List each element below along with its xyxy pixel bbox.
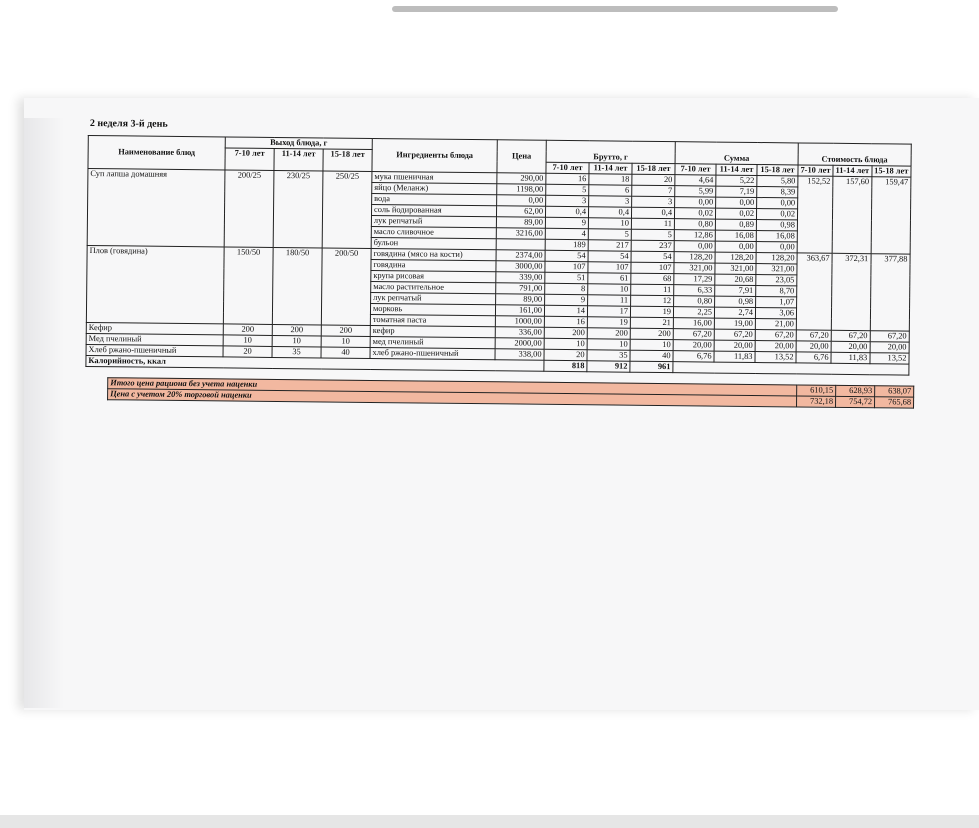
calories-label: Калорийность, ккал [86, 355, 544, 371]
price-cell: 791,00 [496, 282, 545, 294]
price-cell: 339,00 [496, 271, 545, 283]
price-cell: 89,00 [496, 293, 545, 305]
output-age-3-cell: 200 [321, 324, 370, 336]
paper-shadow [24, 118, 64, 708]
brutto-age-1-cell: 200 [544, 327, 587, 338]
scroll-indicator [392, 6, 838, 12]
header-cost-age-1: 7-10 лет [798, 164, 833, 175]
brutto-age-1-cell: 16 [544, 316, 587, 327]
brutto-age-3-cell: 3 [632, 196, 675, 207]
header-output: Выход блюда, г [225, 137, 372, 150]
sum-age-1-cell: 0,80 [674, 295, 715, 306]
output-age-1-cell: 10 [223, 334, 272, 346]
ingredient-cell: мед пчелиный [370, 336, 495, 348]
output-age-1-cell: 20 [223, 345, 272, 357]
ingredient-cell: вода [372, 193, 497, 205]
sum-age-3-cell: 0,00 [757, 197, 798, 208]
dish-name-cell: Суп лапша домашняя [87, 168, 225, 246]
totals-label: Цена с учетом 20% торговой наценки [108, 388, 797, 406]
output-age-2-cell: 200 [272, 324, 321, 336]
sum-age-2-cell: 2,74 [714, 307, 755, 318]
ingredient-cell: бульон [371, 237, 496, 249]
ingredient-cell: масло растительное [371, 281, 496, 293]
menu-document [85, 118, 917, 408]
brutto-age-3-cell: 10 [630, 339, 673, 350]
sum-age-3-cell: 23,05 [756, 274, 797, 285]
brutto-age-1-cell: 5 [546, 184, 589, 195]
sum-age-2-cell: 0,02 [715, 208, 756, 219]
output-age-1-cell: 200/25 [224, 169, 274, 247]
ingredient-cell: кефир [370, 325, 495, 337]
brutto-age-2-cell: 35 [587, 349, 630, 360]
brutto-age-3-cell: 7 [632, 185, 675, 196]
bottom-bar [0, 815, 979, 828]
brutto-age-2-cell: 18 [589, 173, 632, 184]
brutto-age-2-cell: 10 [588, 283, 631, 294]
ingredient-cell: говядина [371, 259, 496, 271]
brutto-age-2-cell: 217 [588, 239, 631, 250]
brutto-age-2-cell: 107 [588, 261, 631, 272]
header-brutto-age-3: 15-18 лет [632, 163, 675, 174]
output-age-2-cell: 230/25 [273, 170, 323, 248]
sum-age-3-cell: 0,98 [756, 219, 797, 230]
price-cell: 2000,00 [495, 337, 544, 349]
brutto-age-2-cell: 11 [588, 294, 631, 305]
dish-cost-age-1-cell: 20,00 [796, 340, 831, 351]
sum-age-2-cell: 321,00 [715, 263, 756, 274]
price-cell: 0,00 [497, 194, 546, 206]
dish-cost-age-1-cell: 152,52 [797, 175, 833, 252]
sum-age-1-cell: 0,00 [674, 240, 715, 251]
brutto-age-3-cell: 11 [631, 218, 674, 229]
brutto-age-3-cell: 200 [630, 328, 673, 339]
dish-cost-age-2-cell: 11,83 [831, 352, 870, 363]
brutto-age-3-cell: 19 [630, 306, 673, 317]
sum-age-3-cell: 321,00 [756, 263, 797, 274]
price-cell: 338,00 [495, 348, 544, 360]
calories-age-3: 961 [630, 361, 673, 372]
brutto-age-3-cell: 107 [631, 262, 674, 273]
sum-age-2-cell: 20,68 [715, 274, 756, 285]
header-price: Цена [497, 140, 546, 173]
ingredient-cell: крупа рисовая [371, 270, 496, 282]
sum-age-2-cell: 16,08 [715, 230, 756, 241]
brutto-age-1-cell: 4 [545, 228, 588, 239]
sum-age-2-cell: 128,20 [715, 252, 756, 263]
sum-age-2-cell: 7,91 [715, 285, 756, 296]
calories-age-1: 818 [544, 360, 587, 371]
ingredient-cell: морковь [370, 303, 495, 315]
output-age-3-cell: 250/25 [322, 170, 372, 248]
dish-cost-age-1-cell: 363,67 [796, 252, 832, 329]
brutto-age-2-cell: 17 [587, 305, 630, 316]
sum-age-1-cell: 6,33 [674, 284, 715, 295]
dish-name-cell: Кефир [86, 322, 223, 334]
totals-label: Итого цена рациона без учета наценки [108, 377, 797, 395]
totals-age-3: 765,68 [875, 396, 914, 407]
sum-age-3-cell: 16,08 [756, 230, 797, 241]
price-cell: 62,00 [496, 205, 545, 217]
brutto-age-3-cell: 40 [630, 350, 673, 361]
dish-cost-age-1-cell: 6,76 [796, 351, 831, 362]
sum-age-3-cell: 0,02 [756, 208, 797, 219]
sum-age-2-cell: 0,89 [715, 219, 756, 230]
brutto-age-1-cell: 0,4 [545, 206, 588, 217]
ingredient-cell: масло сливочное [371, 226, 496, 238]
header-cost: Стоимость блюда [798, 154, 911, 166]
menu-table-body [86, 168, 911, 375]
brutto-age-1-cell: 9 [545, 217, 588, 228]
header-dish-name: Наименование блюд [88, 136, 225, 170]
brutto-age-1-cell: 107 [545, 261, 588, 272]
brutto-age-1-cell: 3 [546, 195, 589, 206]
dish-cost-age-3-cell: 377,88 [870, 253, 910, 330]
sum-age-2-cell: 19,00 [714, 318, 755, 329]
price-cell: 2374,00 [496, 249, 545, 261]
dish-cost-age-2-cell: 67,20 [831, 330, 870, 341]
ingredient-cell: говядина (мясо на кости) [371, 248, 496, 260]
brutto-age-2-cell: 10 [588, 217, 631, 228]
price-cell: 1000,00 [495, 315, 544, 327]
sum-age-1-cell: 2,25 [673, 306, 714, 317]
brutto-age-3-cell: 5 [631, 229, 674, 240]
sum-age-1-cell: 321,00 [674, 262, 715, 273]
header-sum-age-2: 11-14 лет [716, 164, 757, 175]
sum-age-1-cell: 0,80 [674, 218, 715, 229]
sum-age-1-cell: 128,20 [674, 251, 715, 262]
brutto-age-2-cell: 19 [587, 316, 630, 327]
dish-name-cell: Мед пчелиный [86, 333, 223, 345]
output-age-1-cell: 150/50 [223, 246, 273, 324]
price-cell: 3000,00 [496, 260, 545, 272]
brutto-age-1-cell: 10 [544, 338, 587, 349]
price-cell: 290,00 [497, 172, 546, 184]
brutto-age-3-cell: 20 [632, 174, 675, 185]
header-row-1 [88, 136, 911, 156]
dish-cost-age-3-cell: 13,52 [870, 352, 909, 363]
brutto-age-2-cell: 54 [588, 250, 631, 261]
totals-age-1: 732,18 [797, 395, 836, 406]
output-age-2-cell: 35 [272, 346, 321, 358]
sum-age-3-cell: 0,00 [756, 241, 797, 252]
sum-age-1-cell: 5,99 [675, 185, 716, 196]
price-cell: 161,00 [495, 304, 544, 316]
dish-cost-age-3-cell: 67,20 [870, 330, 909, 341]
calories-age-2: 912 [587, 360, 630, 371]
output-age-3-cell: 200/50 [321, 247, 371, 325]
sum-age-1-cell: 4,64 [675, 174, 716, 185]
brutto-age-3-cell: 0,4 [631, 207, 674, 218]
header-output-age-2: 11-14 лет [274, 148, 323, 170]
sum-age-3-cell: 13,52 [755, 351, 796, 362]
header-output-age-1: 7-10 лет [225, 148, 274, 170]
brutto-age-1-cell: 189 [545, 239, 588, 250]
output-age-3-cell: 40 [321, 346, 370, 358]
ingredient-cell: томатная паста [370, 314, 495, 326]
dish-name-cell: Хлеб ржано-пшеничный [86, 344, 223, 356]
sum-age-2-cell: 0,00 [715, 241, 756, 252]
brutto-age-1-cell: 8 [545, 283, 588, 294]
document-title: 2 неделя 3-й день [89, 118, 168, 130]
header-brutto-age-2: 11-14 лет [589, 162, 632, 173]
totals-age-1: 610,15 [797, 384, 836, 395]
sum-age-1-cell: 17,29 [674, 273, 715, 284]
sum-age-3-cell: 128,20 [756, 252, 797, 263]
sum-age-3-cell: 8,70 [756, 285, 797, 296]
header-cost-age-2: 11-14 лет [833, 165, 872, 176]
sum-age-3-cell: 3,06 [755, 307, 796, 318]
brutto-age-3-cell: 54 [631, 251, 674, 262]
ingredient-cell: соль йодированная [372, 204, 497, 216]
header-output-age-3: 15-18 лет [323, 149, 372, 171]
brutto-age-3-cell: 21 [630, 317, 673, 328]
dish-cost-age-2-cell: 372,31 [831, 253, 871, 330]
totals-age-2: 754,72 [836, 396, 875, 407]
ingredient-cell: лук репчатый [371, 215, 496, 227]
header-brutto-age-1: 7-10 лет [546, 162, 589, 173]
dish-name-cell: Плов (говядина) [86, 245, 224, 323]
brutto-age-2-cell: 5 [588, 228, 631, 239]
ingredient-cell: лук репчатый [371, 292, 496, 304]
header-cost-age-3: 15-18 лет [872, 165, 911, 176]
brutto-age-1-cell: 20 [544, 349, 587, 360]
brutto-age-2-cell: 0,4 [588, 206, 631, 217]
ingredient-cell: хлеб ржано-пшеничный [370, 347, 495, 359]
price-cell: 336,00 [495, 326, 544, 338]
dish-cost-age-3-cell: 159,47 [871, 176, 911, 253]
sum-age-2-cell: 11,83 [714, 351, 755, 362]
sum-age-3-cell: 67,20 [755, 329, 796, 340]
sum-age-2-cell: 67,20 [714, 329, 755, 340]
header-brutto: Брутто, г [546, 151, 675, 163]
header-sum-age-3: 15-18 лет [757, 164, 798, 175]
sum-age-3-cell: 5,80 [757, 175, 798, 186]
sum-age-3-cell: 21,00 [755, 318, 796, 329]
sum-age-2-cell: 0,98 [715, 296, 756, 307]
header-sum-age-1: 7-10 лет [675, 163, 716, 174]
sum-age-2-cell: 7,19 [716, 186, 757, 197]
sum-age-1-cell: 20,00 [673, 339, 714, 350]
brutto-age-1-cell: 51 [545, 272, 588, 283]
sum-age-1-cell: 12,86 [674, 229, 715, 240]
dish-cost-age-2-cell: 157,60 [832, 176, 872, 253]
dish-cost-age-3-cell: 20,00 [870, 341, 909, 352]
dish-cost-age-2-cell: 20,00 [831, 341, 870, 352]
brutto-age-3-cell: 11 [631, 284, 674, 295]
brutto-age-1-cell: 16 [546, 173, 589, 184]
sum-age-3-cell: 8,39 [757, 186, 798, 197]
menu-table [85, 135, 911, 375]
sum-age-1-cell: 0,00 [675, 196, 716, 207]
brutto-age-2-cell: 10 [587, 338, 630, 349]
output-age-2-cell: 10 [272, 335, 321, 347]
totals-age-2: 628,93 [836, 385, 875, 396]
output-age-3-cell: 10 [321, 335, 370, 347]
brutto-age-2-cell: 3 [589, 195, 632, 206]
sum-age-3-cell: 20,00 [755, 340, 796, 351]
brutto-age-2-cell: 61 [588, 272, 631, 283]
price-cell [496, 238, 545, 250]
sum-age-1-cell: 16,00 [673, 317, 714, 328]
brutto-age-1-cell: 14 [544, 305, 587, 316]
ingredient-cell: мука пшеничная [372, 171, 497, 183]
sum-age-1-cell: 67,20 [673, 328, 714, 339]
price-cell: 3216,00 [496, 227, 545, 239]
header-sum: Сумма [675, 153, 798, 165]
sum-age-2-cell: 0,00 [716, 197, 757, 208]
brutto-age-3-cell: 12 [631, 295, 674, 306]
brutto-age-1-cell: 9 [545, 294, 588, 305]
price-cell: 1198,00 [497, 183, 546, 195]
price-cell: 89,00 [496, 216, 545, 228]
header-ingredients: Ингредиенты блюда [372, 138, 497, 172]
sum-age-2-cell: 20,00 [714, 340, 755, 351]
ingredient-cell: яйцо (Меланж) [372, 182, 497, 194]
calories-empty-cell [673, 361, 909, 374]
output-age-1-cell: 200 [223, 323, 272, 335]
sum-age-2-cell: 5,22 [716, 175, 757, 186]
totals-age-3: 638,07 [875, 385, 914, 396]
brutto-age-3-cell: 68 [631, 273, 674, 284]
brutto-age-3-cell: 237 [631, 240, 674, 251]
brutto-age-2-cell: 200 [587, 327, 630, 338]
brutto-age-1-cell: 54 [545, 250, 588, 261]
output-age-2-cell: 180/50 [272, 247, 322, 325]
sum-age-1-cell: 6,76 [673, 350, 714, 361]
sum-age-1-cell: 0,02 [674, 207, 715, 218]
brutto-age-2-cell: 6 [589, 184, 632, 195]
dish-cost-age-1-cell: 67,20 [796, 329, 831, 340]
sum-age-3-cell: 1,07 [756, 296, 797, 307]
